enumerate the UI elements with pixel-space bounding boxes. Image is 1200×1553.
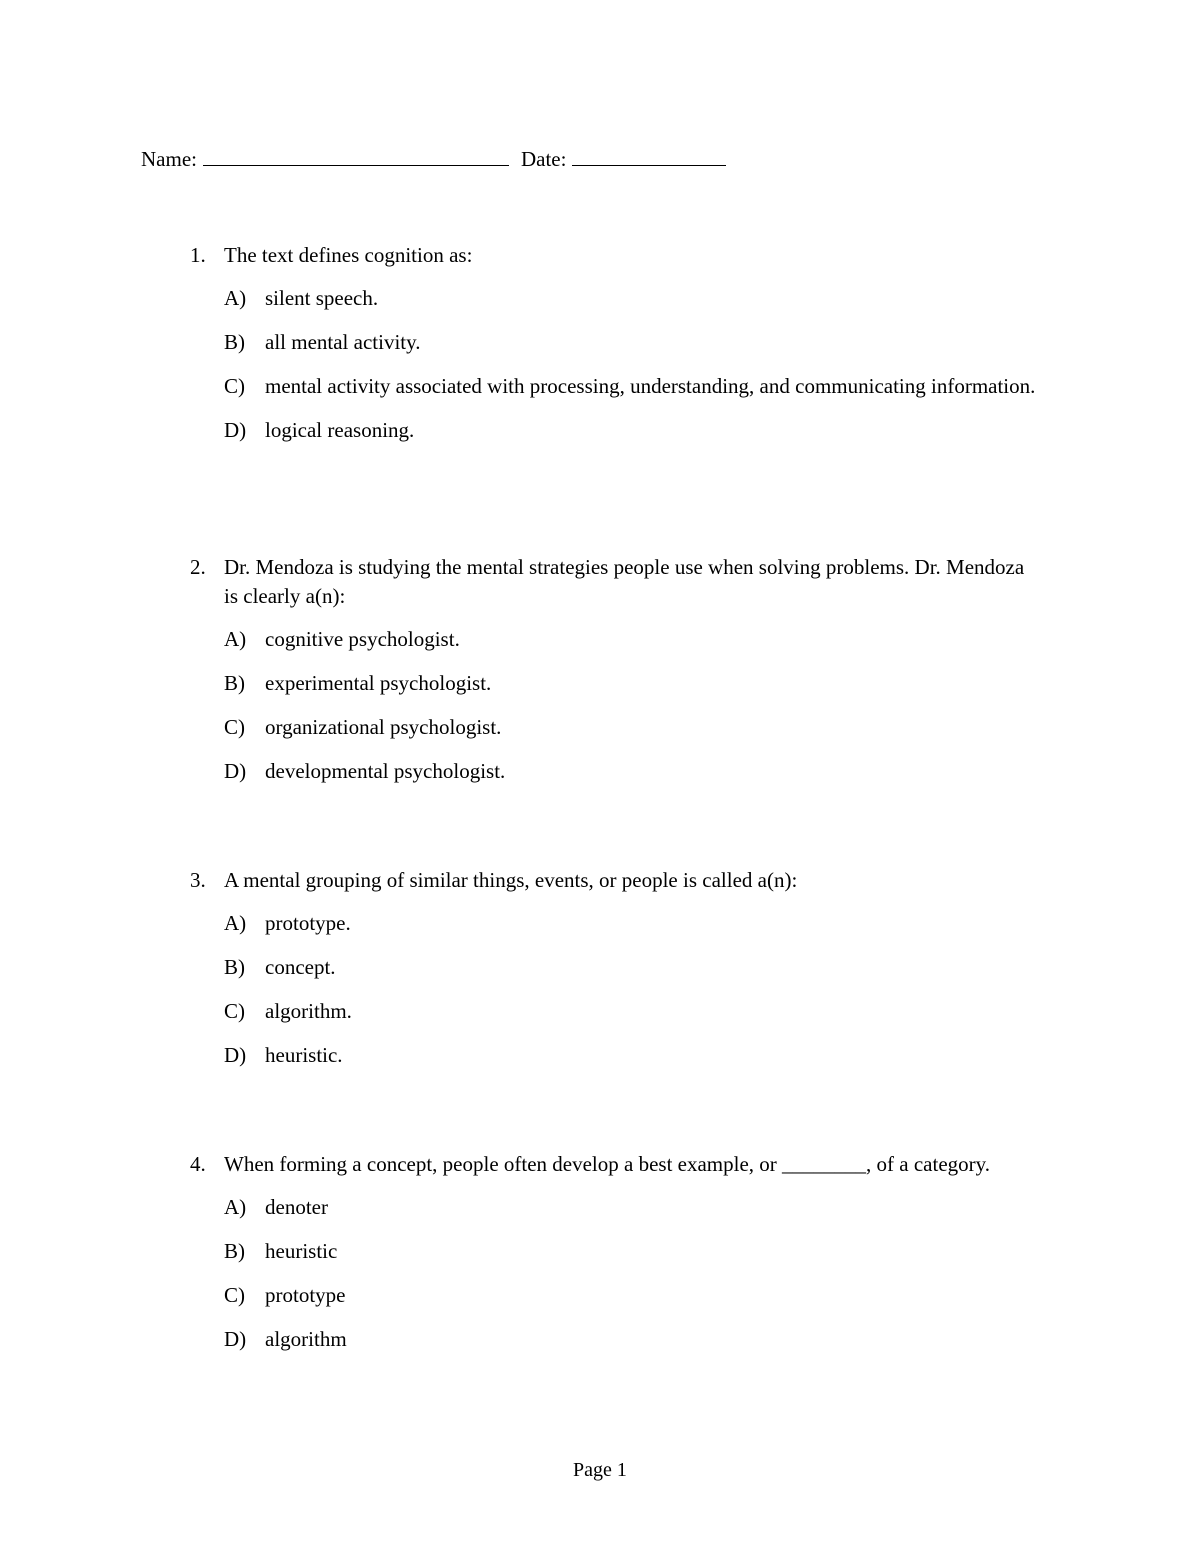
choice-text: developmental psychologist. <box>265 759 506 783</box>
choice-letter: B) <box>224 955 245 979</box>
choice-b <box>224 328 1040 357</box>
choice-letter: C) <box>224 715 245 739</box>
choice-c <box>224 997 1040 1026</box>
question-1 <box>190 241 1040 460</box>
choice-text: denoter <box>265 1195 328 1219</box>
choice-b <box>224 669 1040 698</box>
choice-letter: D) <box>224 759 247 783</box>
choice-letter: A) <box>224 1195 247 1219</box>
question-3 <box>190 866 1040 1085</box>
choice-letter: A) <box>224 627 247 651</box>
date-blank-line <box>572 145 726 166</box>
choice-c <box>224 372 1040 401</box>
choice-text: experimental psychologist. <box>265 671 492 695</box>
choice-c <box>224 1281 1040 1310</box>
question-stem <box>190 866 1040 895</box>
choice-letter: D) <box>224 1043 247 1067</box>
choice-text: prototype <box>265 1283 346 1307</box>
question-stem <box>190 241 1040 270</box>
choice-a <box>224 625 1040 654</box>
choice-text: heuristic <box>265 1239 338 1263</box>
choice-letter: D) <box>224 418 247 442</box>
choice-b <box>224 1237 1040 1266</box>
question-number: 3. <box>190 868 206 892</box>
choice-letter: B) <box>224 671 245 695</box>
choice-d <box>224 416 1040 445</box>
choice-list <box>224 909 1040 1070</box>
choice-letter: C) <box>224 1283 245 1307</box>
question-stem <box>190 553 1040 611</box>
choice-a <box>224 1193 1040 1222</box>
choice-letter: A) <box>224 286 247 310</box>
choice-letter: A) <box>224 911 247 935</box>
choice-list <box>224 284 1040 445</box>
choice-text: cognitive psychologist. <box>265 627 460 651</box>
choice-text: algorithm. <box>265 999 352 1023</box>
choice-list <box>224 1193 1040 1354</box>
choice-c <box>224 713 1040 742</box>
name-blank-line <box>203 145 509 166</box>
question-stem <box>190 1150 1040 1179</box>
choice-text: heuristic. <box>265 1043 343 1067</box>
choice-letter: D) <box>224 1327 247 1351</box>
question-4 <box>190 1150 1040 1369</box>
choice-d <box>224 1325 1040 1354</box>
choice-b <box>224 953 1040 982</box>
question-text: The text defines cognition as: <box>224 243 473 267</box>
choice-letter: C) <box>224 374 245 398</box>
choice-letter: B) <box>224 330 245 354</box>
choice-letter: B) <box>224 1239 245 1263</box>
question-2 <box>190 553 1040 801</box>
question-number: 1. <box>190 243 206 267</box>
choice-d <box>224 757 1040 786</box>
choice-text: logical reasoning. <box>265 418 415 442</box>
choice-text: concept. <box>265 955 336 979</box>
choice-text: silent speech. <box>265 286 379 310</box>
question-text: A mental grouping of similar things, events, or people is called a(n): <box>224 868 798 892</box>
question-number: 4. <box>190 1152 206 1176</box>
choice-text: all mental activity. <box>265 330 421 354</box>
choice-text: mental activity associated with processing, understanding, and communicating information. <box>265 374 1036 398</box>
question-text: Dr. Mendoza is studying the mental strategies people use when solving problems. Dr. Mendoza is clearly a(n): <box>224 555 1025 608</box>
question-number: 2. <box>190 555 206 579</box>
page-number: Page 1 <box>573 1459 627 1481</box>
choice-text: organizational psychologist. <box>265 715 502 739</box>
date-label: Date: <box>520 147 567 171</box>
choice-d <box>224 1041 1040 1070</box>
choice-text: algorithm <box>265 1327 347 1351</box>
choice-letter: C) <box>224 999 245 1023</box>
choice-a <box>224 909 1040 938</box>
choice-a <box>224 284 1040 313</box>
choice-text: prototype. <box>265 911 351 935</box>
question-text: When forming a concept, people often develop a best example, or ________, of a category. <box>224 1152 991 1176</box>
choice-list <box>224 625 1040 786</box>
name-label: Name: <box>141 147 197 171</box>
name-date-header <box>141 145 726 172</box>
